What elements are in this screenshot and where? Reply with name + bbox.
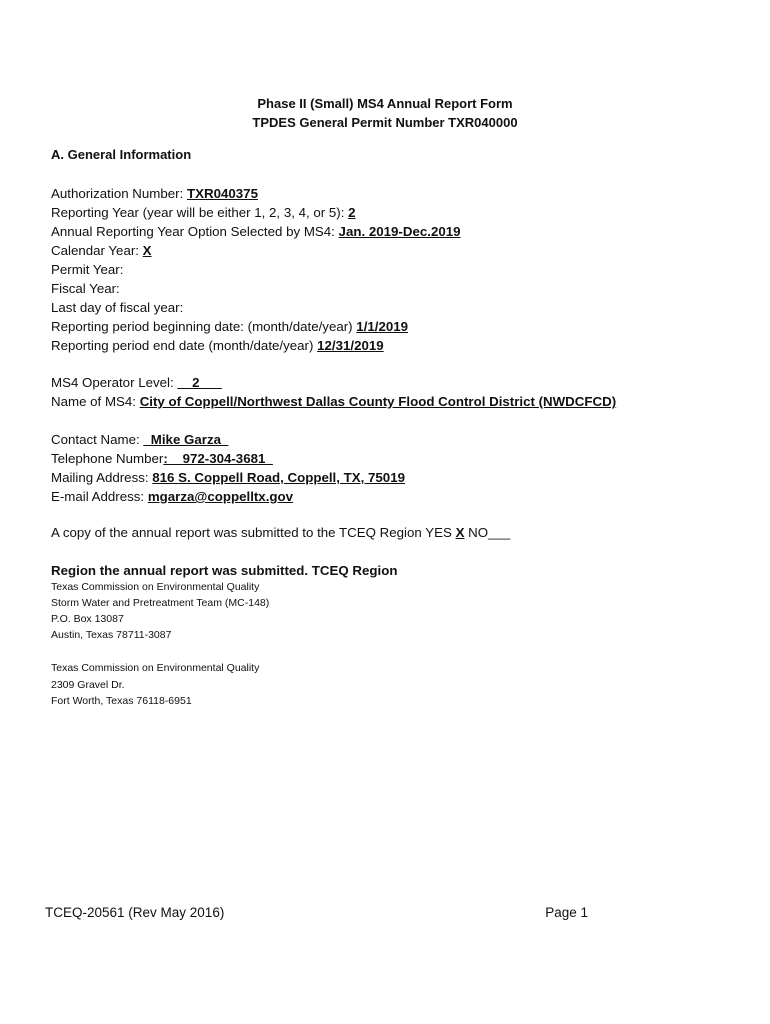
period-end-line [51, 336, 384, 355]
operator-level-line [51, 373, 222, 392]
calendar-year-label: Calendar Year: [51, 243, 143, 258]
period-begin-value: 1/1/2019 [356, 319, 409, 334]
operator-level-label: MS4 Operator Level: [51, 375, 178, 390]
authorization-label: Authorization Number: [51, 186, 187, 201]
address-line: Storm Water and Pretreatment Team (MC-148) [51, 597, 270, 609]
contact-name-label: Contact Name: [51, 432, 144, 447]
address-line: Texas Commission on Environmental Quality [51, 581, 260, 593]
contact-name-value: _Mike Garza_ [143, 432, 229, 447]
ms4-name-line [51, 392, 616, 411]
contact-name-line [51, 430, 228, 449]
annual-option-value: Jan. 2019-Dec.2019 [338, 224, 461, 239]
mailing-address-line [51, 468, 405, 487]
period-end-value: 12/31/2019 [317, 338, 384, 353]
reporting-year-label: Reporting Year (year will be either 1, 2, 3, 4, or 5): [51, 205, 349, 220]
copy-submitted-text: A copy of the annual report was submitted to the TCEQ Region YES [51, 525, 456, 540]
mailing-label: Mailing Address: [51, 470, 153, 485]
email-label: E-mail Address: [51, 489, 148, 504]
mailing-value: 816 S. Coppell Road, Coppell, TX, 75019 [152, 470, 405, 485]
annual-option-line [51, 222, 461, 241]
section-a-heading: A. General Information [51, 147, 192, 162]
copy-submitted-line [51, 523, 510, 542]
ms4-name-value: City of Coppell/Northwest Dallas County Flood Control District (NWDCFCD) [139, 394, 617, 409]
permit-year-line: Permit Year: [51, 262, 124, 277]
copy-yes-value: X [455, 525, 465, 540]
reporting-year-value: 2 [348, 205, 356, 220]
address-line: Fort Worth, Texas 76118-6951 [51, 695, 192, 707]
copy-no-text: NO___ [464, 525, 511, 540]
address-line: P.O. Box 13087 [51, 613, 124, 625]
email-line [51, 487, 293, 506]
telephone-value: :__972-304-3681_ [163, 451, 273, 466]
region-heading: Region the annual report was submitted. TCEQ Region [51, 563, 398, 578]
form-header [0, 94, 770, 132]
annual-option-label: Annual Reporting Year Option Selected by MS4: [51, 224, 339, 239]
authorization-number-line [51, 184, 258, 203]
authorization-value: TXR040375 [187, 186, 258, 201]
period-begin-label: Reporting period beginning date: (month/date/year) [51, 319, 357, 334]
address-line: Austin, Texas 78711-3087 [51, 629, 172, 641]
reporting-year-line [51, 203, 356, 222]
period-end-label: Reporting period end date (month/date/year) [51, 338, 318, 353]
form-title: Phase II (Small) MS4 Annual Report Form [257, 96, 513, 111]
last-day-fiscal-line: Last day of fiscal year: [51, 300, 184, 315]
telephone-line [51, 449, 273, 468]
permit-number-title: TPDES General Permit Number TXR040000 [252, 115, 518, 130]
form-number-footer: TCEQ-20561 (Rev May 2016) [45, 905, 225, 920]
telephone-label: Telephone Number [51, 451, 164, 466]
calendar-year-value: X [142, 243, 152, 258]
calendar-year-line [51, 241, 152, 260]
period-begin-line [51, 317, 408, 336]
ms4-name-label: Name of MS4: [51, 394, 140, 409]
fiscal-year-line: Fiscal Year: [51, 281, 120, 296]
page-number-footer: Page 1 [545, 905, 588, 920]
address-line: 2309 Gravel Dr. [51, 679, 125, 691]
email-value: mgarza@coppelltx.gov [147, 489, 294, 504]
address-line: Texas Commission on Environmental Quality [51, 662, 260, 674]
operator-level-value: __2___ [177, 375, 222, 390]
